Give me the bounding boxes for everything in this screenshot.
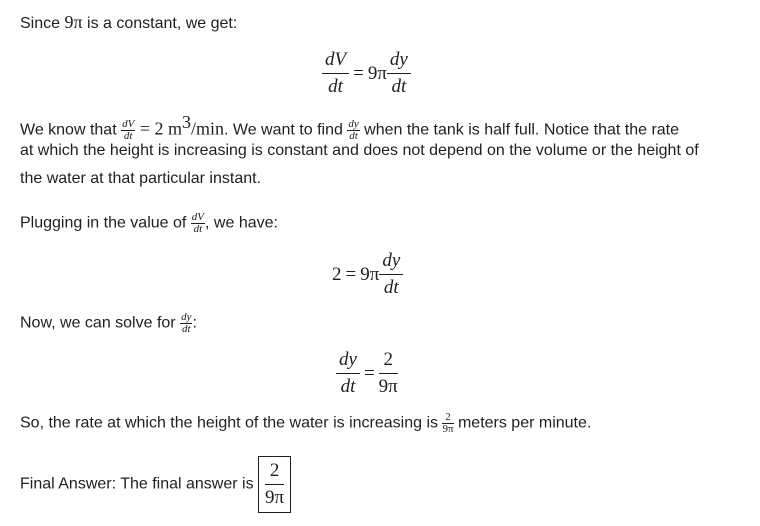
numerator: 2 [442, 412, 453, 424]
fraction-dv-dt [322, 48, 349, 99]
equation-plugged [332, 249, 403, 300]
denominator: dt [123, 129, 133, 142]
final-answer-box [258, 456, 291, 513]
intro-text-end: is a constant, we get: [82, 15, 238, 32]
inline-fraction-2-over-9pi [442, 412, 453, 435]
numerator: dy [336, 348, 360, 374]
numerator: dV [322, 48, 349, 74]
denominator: dt [193, 223, 203, 235]
denominator: 9π [378, 376, 398, 397]
intro-sentence [20, 12, 237, 34]
text: . We want to find [224, 121, 348, 139]
text: Plugging in the value of [20, 214, 191, 232]
equation-dv-dt [322, 48, 411, 99]
inline-fraction-dv-dt [191, 212, 205, 235]
denominator: dt [349, 129, 358, 142]
equals-sign: = [363, 362, 375, 384]
inline-fraction-dv-dt [121, 119, 135, 142]
equals-sign: = [353, 62, 364, 84]
numerator: dy [379, 249, 403, 275]
known-rate-sentence [20, 112, 679, 142]
denominator: dt [383, 277, 399, 298]
exponent: 3 [181, 112, 191, 132]
lhs-value: 2 [332, 263, 342, 285]
text: So, the rate at which the height of the water is increasing is [20, 414, 443, 432]
denominator: dt [328, 76, 343, 97]
denominator: dt [340, 376, 356, 397]
numerator: dy [181, 311, 192, 323]
text: , we have: [205, 214, 278, 232]
coefficient: 9π [360, 263, 380, 285]
text: Now, we can solve for [20, 314, 181, 332]
denominator: dt [391, 76, 407, 97]
text: when the tank is half full. Notice that the rate [359, 121, 680, 139]
text: : [192, 314, 197, 332]
numerator: dV [122, 117, 135, 130]
fraction-2-over-9pi [265, 459, 284, 510]
final-answer [20, 456, 291, 513]
solve-sentence [20, 312, 197, 335]
denominator: dt [181, 323, 191, 335]
inline-fraction-dy-dt [347, 119, 359, 142]
numerator: dV [191, 211, 205, 223]
numerator: 2 [265, 459, 284, 485]
text: We know that [20, 121, 122, 139]
rate-unit: /min [190, 118, 224, 139]
fraction-dy-dt [387, 48, 411, 99]
inline-fraction-dy-dt [180, 312, 192, 335]
numerator: dy [387, 48, 411, 74]
known-rate-sentence-line2: at which the height is increasing is constant and does not depend on the volume or the height of [20, 142, 699, 159]
numerator: dy [348, 117, 359, 130]
denominator: 9π [442, 423, 454, 435]
text: meters per minute. [453, 414, 592, 432]
fraction-dy-dt [336, 348, 360, 399]
coefficient: 9π [367, 62, 387, 84]
fraction-dy-dt [379, 249, 403, 300]
constant-9pi: 9π [64, 12, 83, 32]
fraction-2-over-9pi [379, 348, 398, 399]
final-answer-label: Final Answer: The final answer is [20, 475, 259, 493]
known-rate-sentence-line3: the water at that particular instant. [20, 170, 262, 187]
intro-text: Since [20, 15, 65, 32]
equation-solved [336, 348, 398, 399]
conclusion-sentence [20, 412, 591, 435]
rate-value: = 2 m [135, 118, 182, 139]
plugging-sentence [20, 212, 278, 235]
numerator: 2 [379, 348, 398, 374]
equals-sign: = [345, 263, 357, 285]
denominator: 9π [265, 487, 285, 508]
